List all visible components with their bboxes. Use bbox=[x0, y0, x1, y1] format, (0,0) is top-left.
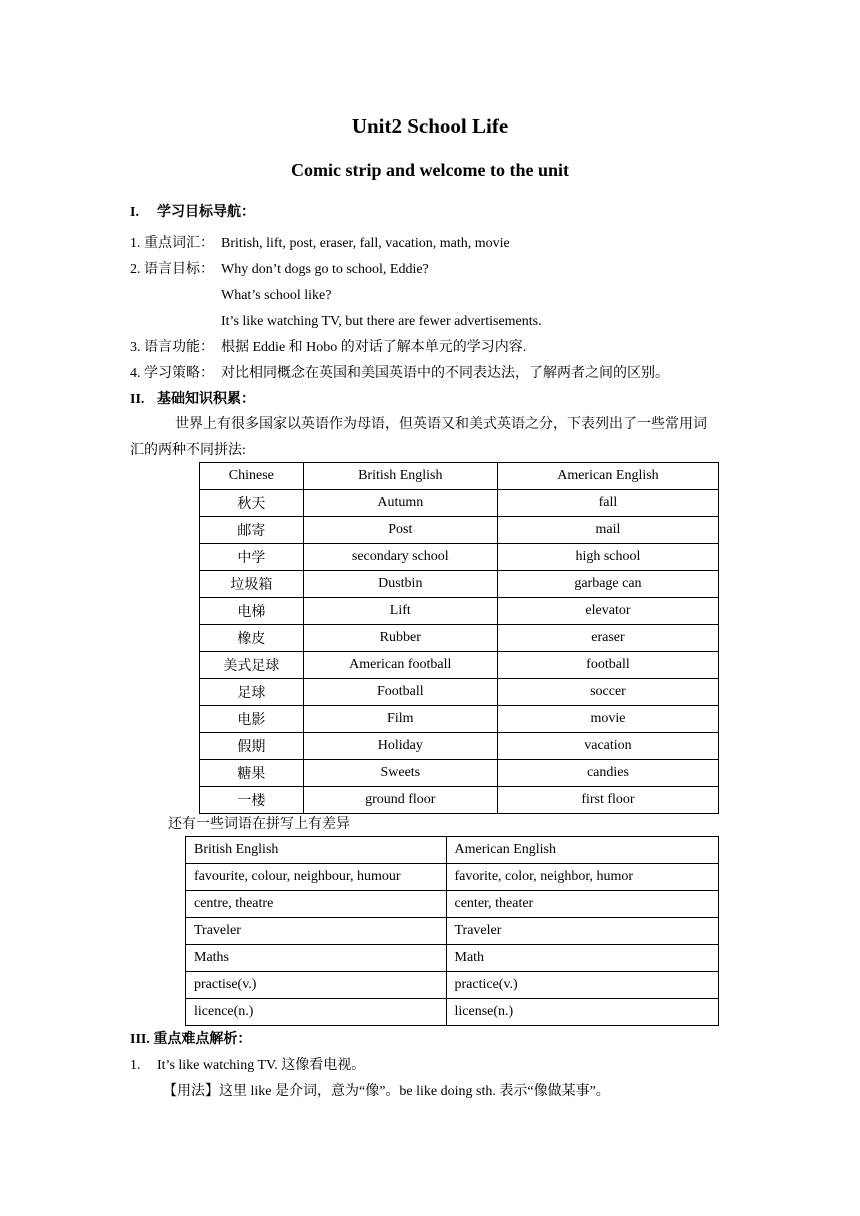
table-cell: licence(n.) bbox=[186, 999, 447, 1026]
spelling-difference-table bbox=[185, 836, 719, 1026]
page-subtitle: Comic strip and welcome to the unit bbox=[291, 160, 569, 180]
objective-text: It’s like watching TV, but there are fewer advertisements. bbox=[221, 314, 542, 329]
table-cell: first floor bbox=[497, 787, 718, 814]
objective-text: 对比相同概念在英国和美国英语中的不同表达法，了解两者之间的区别。 bbox=[221, 366, 669, 381]
table-cell: Math bbox=[446, 945, 719, 972]
objective-label: 3. 语言功能： bbox=[130, 340, 214, 355]
table-cell: Sweets bbox=[303, 760, 497, 787]
table-row bbox=[200, 544, 719, 571]
objective-label: 4. 学习策略： bbox=[130, 366, 214, 381]
table-cell: center, theater bbox=[446, 891, 719, 918]
section2-paragraph: 世界上有很多国家以英语作为母语，但英语又和美式英语之分，下表列出了一些常用词 bbox=[175, 417, 707, 432]
table-cell: football bbox=[497, 652, 718, 679]
table-row bbox=[200, 652, 719, 679]
table-header-cell: British English bbox=[186, 837, 447, 864]
table-cell: American football bbox=[303, 652, 497, 679]
table-cell: 秋天 bbox=[200, 490, 304, 517]
table-cell: Football bbox=[303, 679, 497, 706]
table-cell: movie bbox=[497, 706, 718, 733]
table-cell: 垃圾箱 bbox=[200, 571, 304, 598]
section3-item-text: It’s like watching TV. 这像看电视。 bbox=[157, 1058, 366, 1073]
table-cell: 橡皮 bbox=[200, 625, 304, 652]
table-cell: 电梯 bbox=[200, 598, 304, 625]
table-row bbox=[186, 864, 719, 891]
table-cell: 一楼 bbox=[200, 787, 304, 814]
table-cell: Traveler bbox=[446, 918, 719, 945]
objective-text: 根据 Eddie 和 Hobo 的对话了解本单元的学习内容. bbox=[221, 340, 527, 355]
section2-paragraph: 汇的两种不同拼法: bbox=[130, 443, 246, 458]
objective-text: Why don’t dogs go to school, Eddie? bbox=[221, 262, 429, 277]
page-title: Unit2 School Life bbox=[351, 114, 509, 138]
table-row bbox=[186, 891, 719, 918]
table-cell: Lift bbox=[303, 598, 497, 625]
table-cell: candies bbox=[497, 760, 718, 787]
table-cell: practice(v.) bbox=[446, 972, 719, 999]
table-cell: garbage can bbox=[497, 571, 718, 598]
table-row bbox=[200, 571, 719, 598]
section3-item-number: 1. bbox=[130, 1058, 141, 1073]
table-header-cell: American English bbox=[497, 463, 718, 490]
table-cell: Rubber bbox=[303, 625, 497, 652]
section2-number: II. bbox=[130, 392, 145, 407]
table-cell: 中学 bbox=[200, 544, 304, 571]
table-cell: Film bbox=[303, 706, 497, 733]
table-row bbox=[200, 490, 719, 517]
table-row bbox=[200, 679, 719, 706]
section1-number: I. bbox=[130, 205, 139, 220]
table-cell: 糖果 bbox=[200, 760, 304, 787]
objective-label: 1. 重点词汇： bbox=[130, 236, 214, 251]
table-cell: favorite, color, neighbor, humor bbox=[446, 864, 719, 891]
table-row bbox=[200, 760, 719, 787]
table-cell: Holiday bbox=[303, 733, 497, 760]
table-cell: Dustbin bbox=[303, 571, 497, 598]
table-row bbox=[186, 945, 719, 972]
section3-heading: III. 重点难点解析： bbox=[130, 1032, 252, 1047]
table-cell: license(n.) bbox=[446, 999, 719, 1026]
table-header-row bbox=[186, 837, 719, 864]
table-cell: ground floor bbox=[303, 787, 497, 814]
table-row bbox=[200, 625, 719, 652]
table-cell: practise(v.) bbox=[186, 972, 447, 999]
table-cell: favourite, colour, neighbour, humour bbox=[186, 864, 447, 891]
usage-note: 【用法】这里 like 是介词，意为“像”。be like doing sth. 表示“像做某事”。 bbox=[163, 1084, 610, 1099]
table-row bbox=[200, 733, 719, 760]
spelling-comparison-table bbox=[199, 462, 719, 814]
table-header-row bbox=[200, 463, 719, 490]
table-cell: soccer bbox=[497, 679, 718, 706]
table-cell: 美式足球 bbox=[200, 652, 304, 679]
objective-text: British, lift, post, eraser, fall, vacation, math, movie bbox=[221, 236, 510, 251]
table-cell: fall bbox=[497, 490, 718, 517]
table-cell: mail bbox=[497, 517, 718, 544]
table-cell: vacation bbox=[497, 733, 718, 760]
table-row bbox=[186, 999, 719, 1026]
table-row bbox=[186, 972, 719, 999]
table-header-cell: Chinese bbox=[200, 463, 304, 490]
table-cell: Autumn bbox=[303, 490, 497, 517]
table-cell: secondary school bbox=[303, 544, 497, 571]
table-row bbox=[200, 706, 719, 733]
table-cell: 足球 bbox=[200, 679, 304, 706]
section2-heading: 基础知识积累： bbox=[157, 392, 255, 407]
section1-heading: 学习目标导航： bbox=[157, 205, 255, 220]
table-cell: centre, theatre bbox=[186, 891, 447, 918]
table-cell: Maths bbox=[186, 945, 447, 972]
spelling-note: 还有一些词语在拼写上有差异 bbox=[168, 817, 350, 832]
table-row bbox=[200, 787, 719, 814]
table-cell: 邮寄 bbox=[200, 517, 304, 544]
objective-text: What’s school like? bbox=[221, 288, 332, 303]
table-cell: Post bbox=[303, 517, 497, 544]
table-cell: Traveler bbox=[186, 918, 447, 945]
table-cell: elevator bbox=[497, 598, 718, 625]
table-cell: 假期 bbox=[200, 733, 304, 760]
table-header-cell: American English bbox=[446, 837, 719, 864]
table-row bbox=[186, 918, 719, 945]
objective-label: 2. 语言目标： bbox=[130, 262, 214, 277]
table-cell: eraser bbox=[497, 625, 718, 652]
table-cell: high school bbox=[497, 544, 718, 571]
table-cell: 电影 bbox=[200, 706, 304, 733]
table-row bbox=[200, 517, 719, 544]
table-header-cell: British English bbox=[303, 463, 497, 490]
table-row bbox=[200, 598, 719, 625]
